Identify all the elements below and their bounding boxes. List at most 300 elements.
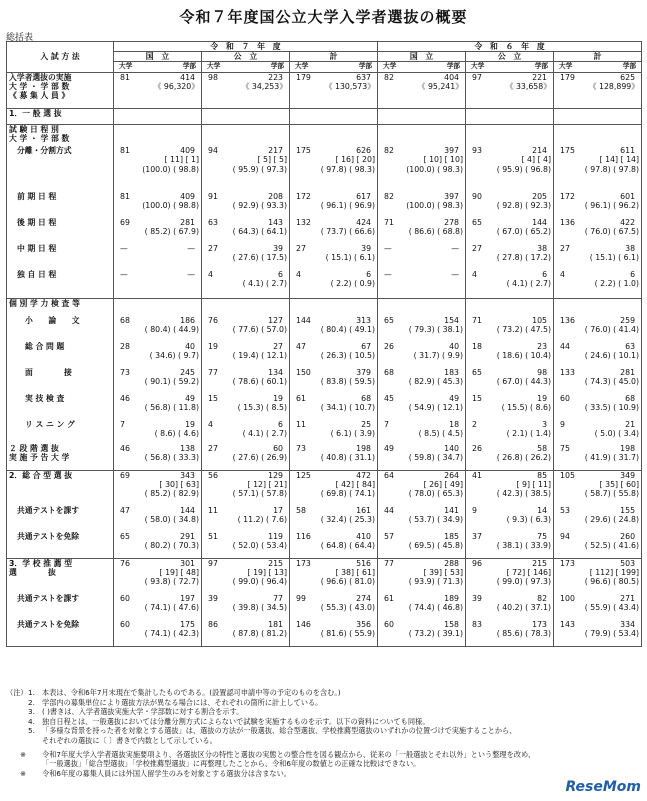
cell-count: 47 — [120, 506, 130, 516]
footnote-text: 令和6年度の募集人員には外国人留学生のみを対象とする選抜分は含まない。 — [42, 768, 291, 778]
cell-count: 144 — [180, 506, 195, 516]
cell-percent: ( 73.2) ( 39.1) — [408, 629, 464, 639]
data-cell — [290, 420, 378, 444]
data-cell — [290, 342, 378, 368]
cell-percent: 《 34,253》 — [241, 81, 287, 91]
header-gakubu: 学部 — [622, 62, 637, 71]
cell-percent: ( 56.8) ( 33.3) — [144, 453, 199, 463]
row-label — [7, 532, 114, 558]
cell-percent: ( 15.1) ( 6.1) — [325, 253, 376, 263]
cell-count: 100 — [560, 594, 575, 604]
cell-count: 39 — [472, 594, 482, 604]
row-label-line: 2．総 合 型 選 抜 — [9, 470, 73, 480]
cell-bracket: [ 19] [ 13] — [247, 567, 287, 577]
cell-count: 47 — [296, 342, 306, 352]
cell-percent: ( 57.1) ( 57.8) — [232, 489, 287, 499]
data-cell — [202, 218, 290, 244]
table-row — [7, 108, 642, 124]
cell-count: 77 — [384, 558, 394, 568]
note-number: 3. — [28, 707, 35, 717]
data-cell — [290, 72, 378, 108]
cell-count: 3 — [542, 420, 548, 430]
cell-count: 189 — [444, 594, 460, 604]
cell-count: 27 — [208, 444, 218, 454]
cell-percent: ( 56.8) ( 11.8) — [144, 403, 199, 413]
cell-count: 11 — [296, 420, 306, 430]
cell-count: 15 — [472, 394, 482, 404]
cell-count: 134 — [268, 368, 283, 378]
footnote-mark — [6, 759, 42, 769]
cell-count: 625 — [620, 72, 636, 82]
cell-count: 63 — [625, 342, 636, 352]
table-row — [7, 244, 642, 270]
data-cell — [290, 192, 378, 218]
cell-count: 105 — [532, 316, 548, 326]
cell-count: 136 — [560, 218, 575, 228]
data-cell — [114, 298, 202, 316]
data-cell — [290, 368, 378, 394]
cell-count: 6 — [278, 270, 283, 280]
data-cell — [202, 316, 290, 342]
cell-count: — — [187, 244, 195, 254]
data-cell — [114, 594, 202, 620]
data-cell — [202, 368, 290, 394]
cell-count: 98 — [208, 72, 218, 82]
cell-count: 58 — [296, 506, 306, 516]
data-cell — [290, 506, 378, 532]
data-cell — [202, 192, 290, 218]
cell-count: 146 — [296, 620, 311, 630]
data-cell — [378, 532, 466, 558]
cell-count: 144 — [532, 218, 548, 228]
table-row — [7, 270, 642, 298]
table-row — [7, 368, 642, 394]
header-r7: 令 和 ７ 年 度 — [114, 42, 378, 52]
row-label-line: 小 論 文 — [25, 316, 80, 326]
data-cell — [378, 444, 466, 470]
data-cell — [378, 394, 466, 420]
cell-bracket: [ 30] [ 63] — [159, 479, 199, 489]
cell-percent: ( 64.8) ( 64.4) — [320, 541, 376, 551]
cell-count: 516 — [356, 558, 372, 568]
data-cell — [466, 620, 554, 646]
cell-count: 91 — [208, 192, 218, 202]
data-cell — [378, 218, 466, 244]
row-label — [7, 470, 114, 506]
data-cell — [378, 368, 466, 394]
data-cell — [114, 620, 202, 646]
cell-count: 138 — [180, 444, 195, 454]
cell-percent: ( 97.8) ( 97.8) — [584, 164, 640, 174]
cell-count: 154 — [444, 316, 460, 326]
data-cell — [554, 316, 642, 342]
header-r6: 令 和 ６ 年 度 — [378, 42, 642, 52]
cell-count: 271 — [620, 594, 636, 604]
cell-percent: ( 97.8) ( 98.3) — [320, 164, 376, 174]
cell-percent: 《 130,573》 — [324, 81, 376, 91]
note-number — [28, 736, 42, 746]
header-group-4: 公 立 — [466, 52, 554, 62]
cell-count: 183 — [444, 368, 460, 378]
cell-percent: ( 99.0) ( 97.3) — [496, 577, 552, 587]
data-cell — [202, 124, 290, 146]
cell-count: 60 — [384, 620, 394, 630]
cell-percent: 《 33,658》 — [505, 81, 552, 91]
note-text: ( )書きは、入学者選抜実施大学・学部数に対する割合を示す。 — [42, 707, 244, 717]
data-cell — [290, 108, 378, 124]
row-label-line: 後 期 日 程 — [17, 218, 57, 228]
data-cell — [466, 218, 554, 244]
data-cell — [554, 342, 642, 368]
resemom-logo: ReseMom — [565, 779, 641, 795]
cell-count: 617 — [356, 192, 372, 202]
data-cell — [378, 470, 466, 506]
cell-count: 503 — [620, 558, 636, 568]
data-cell — [202, 444, 290, 470]
note-line — [6, 736, 641, 746]
cell-count: 119 — [268, 532, 283, 542]
cell-count: 125 — [296, 470, 311, 480]
cell-count: 143 — [560, 620, 575, 630]
row-label — [7, 558, 114, 594]
notes-gutter — [6, 698, 28, 708]
cell-percent: ( 58.7) ( 55.8) — [584, 489, 640, 499]
cell-count: 259 — [620, 316, 636, 326]
cell-count: 181 — [268, 620, 283, 630]
cell-count: 601 — [620, 192, 636, 202]
cell-count: 173 — [532, 620, 548, 630]
cell-percent: ( 86.6) ( 68.8) — [408, 227, 464, 237]
cell-count: 18 — [449, 420, 460, 430]
cell-count: 4 — [296, 270, 301, 280]
cell-count: 69 — [120, 470, 130, 480]
cell-count: 6 — [278, 420, 283, 430]
cell-count: 19 — [185, 420, 195, 430]
cell-bracket: [ 26] [ 49] — [423, 479, 464, 489]
row-label-line: 共通テストを課す — [17, 506, 80, 516]
cell-percent: ( 38.1) ( 33.9) — [496, 541, 552, 551]
cell-percent: ( 52.5) ( 41.6) — [584, 541, 640, 551]
data-cell — [202, 244, 290, 270]
data-cell — [554, 532, 642, 558]
cell-percent: 《 95,241》 — [417, 81, 464, 91]
cell-percent: ( 92.8) ( 92.3) — [496, 201, 552, 211]
data-cell — [114, 506, 202, 532]
row-label — [7, 108, 114, 124]
data-cell — [114, 420, 202, 444]
cell-count: 83 — [472, 620, 482, 630]
row-label — [7, 244, 114, 270]
cell-percent: ( 79.9) ( 53.4) — [584, 629, 640, 639]
cell-bracket: [ 10] [ 10] — [423, 155, 464, 165]
cell-count: 133 — [560, 368, 575, 378]
data-cell — [378, 72, 466, 108]
table-row — [7, 594, 642, 620]
note-line — [6, 688, 641, 698]
cell-percent: ( 85.2) ( 67.9) — [144, 227, 199, 237]
table-row — [7, 444, 642, 470]
cell-percent: ( 27.8) ( 17.2) — [496, 253, 552, 263]
cell-percent: ( 55.9) ( 43.4) — [584, 603, 640, 613]
data-cell — [114, 244, 202, 270]
data-cell — [554, 394, 642, 420]
notes — [6, 688, 641, 778]
header-daigaku: 大学 — [119, 62, 133, 71]
cell-count: 27 — [560, 244, 570, 254]
cell-count: 214 — [532, 146, 548, 156]
cell-count: 404 — [444, 72, 460, 82]
cell-count: 198 — [356, 444, 372, 454]
cell-count: — — [451, 244, 460, 254]
cell-count: 9 — [560, 420, 565, 430]
cell-count: 6 — [542, 270, 548, 280]
note-text: 「多様な背景を持った者を対象とする選抜」は、選抜の方法が一般選抜、総合型選抜、学校推薦型選抜のいずれかの位置づけで実施することから、 — [42, 726, 517, 736]
cell-count: 409 — [180, 146, 195, 156]
cell-count: 9 — [472, 506, 477, 516]
cell-percent: ( 96.1) ( 96.2) — [584, 201, 640, 211]
row-label-line: 共通テストを免除 — [17, 620, 80, 630]
cell-bracket: [ 9] [ 11] — [516, 479, 552, 489]
cell-percent: ( 31.7) ( 9.9) — [413, 351, 464, 361]
cell-count: 140 — [444, 444, 460, 454]
cell-count: 60 — [120, 620, 130, 630]
row-label — [7, 146, 114, 192]
cell-percent: ( 80.4) ( 49.1) — [320, 325, 376, 335]
cell-percent: (100.0) ( 98.3) — [406, 164, 464, 174]
cell-count: 21 — [625, 420, 636, 430]
cell-count: 4 — [560, 270, 565, 280]
cell-count: 73 — [296, 444, 306, 454]
data-cell — [290, 470, 378, 506]
data-cell — [554, 420, 642, 444]
data-cell — [290, 532, 378, 558]
cell-percent: ( 73.7) ( 66.6) — [320, 227, 376, 237]
data-cell — [290, 146, 378, 192]
data-cell — [290, 594, 378, 620]
cell-count: 223 — [268, 72, 283, 82]
header-gakubu: 学部 — [534, 62, 549, 71]
cell-percent: ( 92.9) ( 93.3) — [232, 201, 287, 211]
cell-percent: ( 96.6) ( 80.5) — [584, 577, 640, 587]
cell-count: 349 — [620, 470, 636, 480]
cell-count: 71 — [384, 218, 394, 228]
cell-count: 143 — [268, 218, 283, 228]
data-cell — [290, 558, 378, 594]
row-label-line: 中 期 日 程 — [17, 244, 57, 254]
cell-percent: ( 74.1) ( 47.6) — [144, 603, 199, 613]
cell-percent: ( 80.2) ( 70.3) — [144, 541, 199, 551]
cell-count: 144 — [296, 316, 311, 326]
cell-count: 65 — [472, 368, 482, 378]
data-cell — [202, 72, 290, 108]
cell-count: 26 — [384, 342, 394, 352]
data-cell — [114, 316, 202, 342]
data-cell — [466, 124, 554, 146]
cell-count: 61 — [296, 394, 306, 404]
data-cell — [290, 270, 378, 298]
cell-percent: ( 93.9) ( 71.3) — [408, 577, 464, 587]
note-text: それぞれの選抜に〔 〕書きで内数として示している。 — [42, 735, 217, 745]
cell-count: 75 — [560, 444, 570, 454]
cell-count: 97 — [208, 558, 218, 568]
cell-percent: ( 77.6) ( 57.0) — [232, 325, 287, 335]
cell-count: 57 — [384, 532, 394, 542]
cell-count: 39 — [273, 244, 283, 254]
cell-percent: ( 4.1) ( 2.7) — [242, 429, 287, 439]
cell-count: 46 — [120, 394, 130, 404]
cell-count: 343 — [180, 470, 195, 480]
cell-percent: ( 52.0) ( 53.4) — [232, 541, 287, 551]
row-label — [7, 124, 114, 146]
cell-count: 68 — [625, 394, 636, 404]
cell-percent: ( 59.8) ( 34.7) — [408, 453, 464, 463]
data-cell — [378, 244, 466, 270]
cell-percent: ( 93.8) ( 72.7) — [144, 577, 199, 587]
data-cell — [466, 72, 554, 108]
data-cell — [202, 342, 290, 368]
cell-count: 65 — [384, 316, 394, 326]
cell-count: 49 — [185, 394, 195, 404]
cell-percent: ( 8.5) ( 4.5) — [418, 429, 464, 439]
data-cell — [114, 218, 202, 244]
cell-count: 82 — [384, 146, 394, 156]
cell-count: — — [187, 270, 195, 280]
cell-percent: ( 64.3) ( 64.1) — [232, 227, 287, 237]
cell-count: 77 — [208, 368, 218, 378]
cell-count: 38 — [537, 244, 548, 254]
data-cell — [378, 270, 466, 298]
data-cell — [290, 620, 378, 646]
cell-count: 46 — [120, 444, 130, 454]
data-cell — [554, 444, 642, 470]
table-row — [7, 342, 642, 368]
data-cell — [466, 470, 554, 506]
cell-percent: ( 95.9) ( 97.3) — [232, 164, 287, 174]
row-label — [7, 218, 114, 244]
row-label-line: 分離・分割方式 — [17, 146, 72, 156]
cell-count: 260 — [620, 532, 636, 542]
cell-percent: ( 32.4) ( 25.3) — [320, 515, 376, 525]
data-cell — [202, 394, 290, 420]
cell-percent: ( 85.6) ( 78.3) — [496, 629, 552, 639]
cell-count: 60 — [273, 444, 283, 454]
data-cell — [378, 620, 466, 646]
row-label-line: 3．学 校 推 薦 型 — [9, 558, 73, 568]
cell-percent: ( 53.7) ( 34.9) — [408, 515, 464, 525]
cell-percent: ( 96.6) ( 81.0) — [320, 577, 376, 587]
cell-count: 313 — [356, 316, 372, 326]
cell-percent: ( 83.8) ( 59.5) — [320, 377, 376, 387]
cell-count: 291 — [180, 532, 195, 542]
cell-percent: ( 26.8) ( 26.2) — [496, 453, 552, 463]
row-label-line: 実 施 予 告 大 学 — [9, 453, 70, 463]
cell-count: 422 — [620, 218, 636, 228]
row-label-line: 大 学 ・ 学 部 数 — [9, 133, 70, 143]
cell-count: 63 — [208, 218, 218, 228]
cell-percent: ( 82.9) ( 45.3) — [408, 377, 464, 387]
data-cell — [554, 244, 642, 270]
cell-count: — — [120, 244, 128, 254]
cell-count: 129 — [268, 470, 283, 480]
data-cell — [290, 444, 378, 470]
cell-count: 27 — [472, 244, 482, 254]
cell-percent: ( 42.3) ( 38.5) — [496, 489, 552, 499]
table-row — [7, 620, 642, 646]
data-cell — [554, 620, 642, 646]
cell-count: 94 — [560, 532, 570, 542]
data-cell — [554, 192, 642, 218]
header-sub-3 — [378, 62, 466, 72]
cell-percent: ( 76.0) ( 67.5) — [584, 227, 640, 237]
cell-percent: ( 67.0) ( 44.3) — [496, 377, 552, 387]
data-cell — [114, 124, 202, 146]
header-daigaku: 大学 — [295, 62, 309, 71]
cell-count: 278 — [444, 218, 460, 228]
cell-count: 26 — [472, 444, 482, 454]
cell-count: 81 — [120, 72, 130, 82]
row-label — [7, 444, 114, 470]
cell-count: 81 — [120, 192, 130, 202]
cell-count: 208 — [268, 192, 283, 202]
row-label-line: 面 接 — [25, 368, 72, 378]
cell-bracket: [ 112] [ 199] — [589, 567, 640, 577]
data-cell — [114, 270, 202, 298]
notes-label: （注） — [6, 688, 28, 697]
row-label-line: 試 験 日 程 別 — [9, 124, 59, 134]
data-cell — [378, 192, 466, 218]
cell-count: 76 — [208, 316, 218, 326]
cell-percent: ( 79.3) ( 38.1) — [408, 325, 464, 335]
row-label — [7, 298, 114, 316]
cell-percent: ( 18.6) ( 10.4) — [496, 351, 552, 361]
note-line — [6, 707, 641, 717]
cell-count: 215 — [532, 558, 548, 568]
note-text: 独自日程とは、一般選抜においては分離分割方式によらないで試験を実施するものを示す。以下の資料についても同様。 — [42, 716, 430, 726]
data-cell — [554, 108, 642, 124]
cell-percent: ( 34.1) ( 10.7) — [320, 403, 376, 413]
cell-count: 93 — [472, 146, 482, 156]
cell-percent: ( 34.6) ( 9.7) — [149, 351, 199, 361]
data-cell — [466, 108, 554, 124]
cell-count: 82 — [384, 72, 394, 82]
cell-count: 68 — [120, 316, 130, 326]
cell-count: 68 — [384, 368, 394, 378]
cell-percent: 《 128,899》 — [588, 81, 640, 91]
cell-bracket: [ 12] [ 21] — [247, 479, 287, 489]
data-cell — [554, 146, 642, 192]
cell-count: 288 — [444, 558, 460, 568]
cell-count: 18 — [472, 342, 482, 352]
cell-count: 221 — [532, 72, 548, 82]
data-cell — [466, 146, 554, 192]
cell-count: 49 — [449, 394, 460, 404]
cell-count: 69 — [120, 218, 130, 228]
cell-bracket: [ 19] [ 48] — [159, 567, 199, 577]
data-cell — [466, 192, 554, 218]
cell-count: 6 — [630, 270, 636, 280]
cell-percent: ( 67.0) ( 65.2) — [496, 227, 552, 237]
data-cell — [202, 558, 290, 594]
header-gakubu: 学部 — [270, 62, 284, 71]
data-cell — [114, 444, 202, 470]
data-cell — [466, 594, 554, 620]
cell-count: 414 — [180, 72, 195, 82]
notes-gutter — [6, 707, 28, 717]
row-label — [7, 316, 114, 342]
cell-percent: ( 9.3) ( 6.3) — [506, 515, 552, 525]
cell-count: 161 — [356, 506, 372, 516]
header-sub-2 — [290, 62, 378, 72]
